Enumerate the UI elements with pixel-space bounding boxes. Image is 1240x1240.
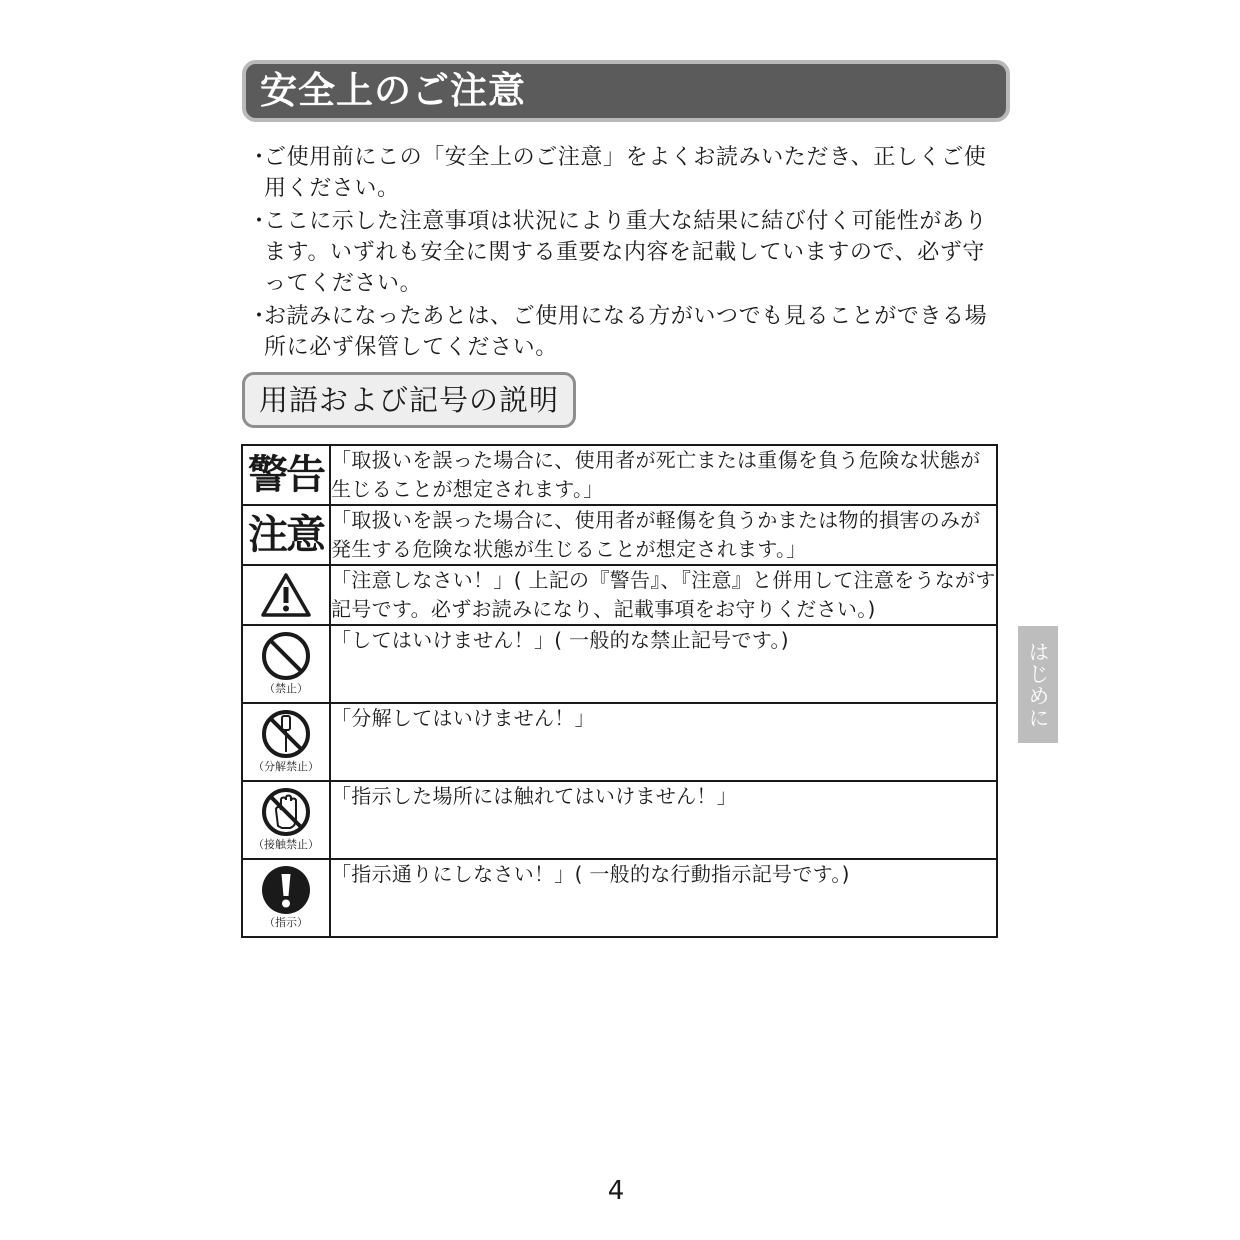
prohibited-caption: （禁止） <box>264 682 308 695</box>
caution-label-cell <box>242 505 330 565</box>
list-item: ・ ここに示した注意事項は状況により重大な結果に結び付く可能性があります。いずれも安全に関する重要な内容を記載していますので、必ず守ってください。 <box>248 209 988 296</box>
instruction-description: 「指示通りにしなさい！」( 一般的な行動指示記号です。) <box>330 859 997 937</box>
caution-description: 「取扱いを誤った場合に、使用者が軽傷を負うかまたは物的損害のみが発生する危険な状態が生じることが想定されます。」 <box>330 505 997 565</box>
prohibited-symbol-cell <box>242 625 330 703</box>
warning-label: 警告 <box>248 452 324 498</box>
table-row <box>242 445 997 505</box>
no-touch-caption: （接触禁止） <box>253 838 319 851</box>
page-title: 安全上のご注意 <box>242 60 1010 122</box>
attention-symbol-cell <box>242 565 330 625</box>
attention-description: 「注意しなさい！」( 上記の『警告』、『注意』と併用して注意をうながす記号です。必ずお読みになり、記載事項をお守りください。) <box>330 565 997 625</box>
prohibition-icon <box>260 630 312 682</box>
table-row <box>242 703 997 781</box>
table-row <box>242 625 997 703</box>
chapter-tab: はじめに <box>1018 626 1058 743</box>
no-disassembly-symbol-cell <box>242 703 330 781</box>
table-row <box>242 781 997 859</box>
table-row <box>242 505 997 565</box>
table-row <box>242 565 997 625</box>
prohibited-description: 「してはいけません！」( 一般的な禁止記号です。) <box>330 625 997 703</box>
warning-label-cell <box>242 445 330 505</box>
warning-description: 「取扱いを誤った場合に、使用者が死亡または重傷を負う危険な状態が生じることが想定されます。」 <box>330 445 997 505</box>
instruction-caption: （指示） <box>264 916 308 929</box>
page-number: 4 <box>607 1176 625 1206</box>
no-disassembly-description: 「分解してはいけません！」 <box>330 703 997 781</box>
mandatory-action-icon <box>260 864 312 916</box>
instruction-symbol-cell <box>242 859 330 937</box>
section-heading: 用語および記号の説明 <box>242 372 576 428</box>
no-touch-icon <box>260 786 312 838</box>
no-disassembly-icon <box>260 708 312 760</box>
symbols-table <box>241 444 998 938</box>
list-item: ・ ご使用前にこの「安全上のご注意」をよくお読みいただき、正しくご使用ください。 <box>248 145 987 201</box>
warning-triangle-icon <box>260 572 312 618</box>
notes-list <box>248 142 1000 365</box>
list-item: ・ お読みになったあとは、ご使用になる方がいつでも見ることができる場所に必ず保管してください。 <box>248 304 988 360</box>
caution-label: 注意 <box>248 512 324 558</box>
no-touch-symbol-cell <box>242 781 330 859</box>
table-row <box>242 859 997 937</box>
no-disassembly-caption: （分解禁止） <box>253 760 319 773</box>
no-touch-description: 「指示した場所には触れてはいけません！」 <box>330 781 997 859</box>
